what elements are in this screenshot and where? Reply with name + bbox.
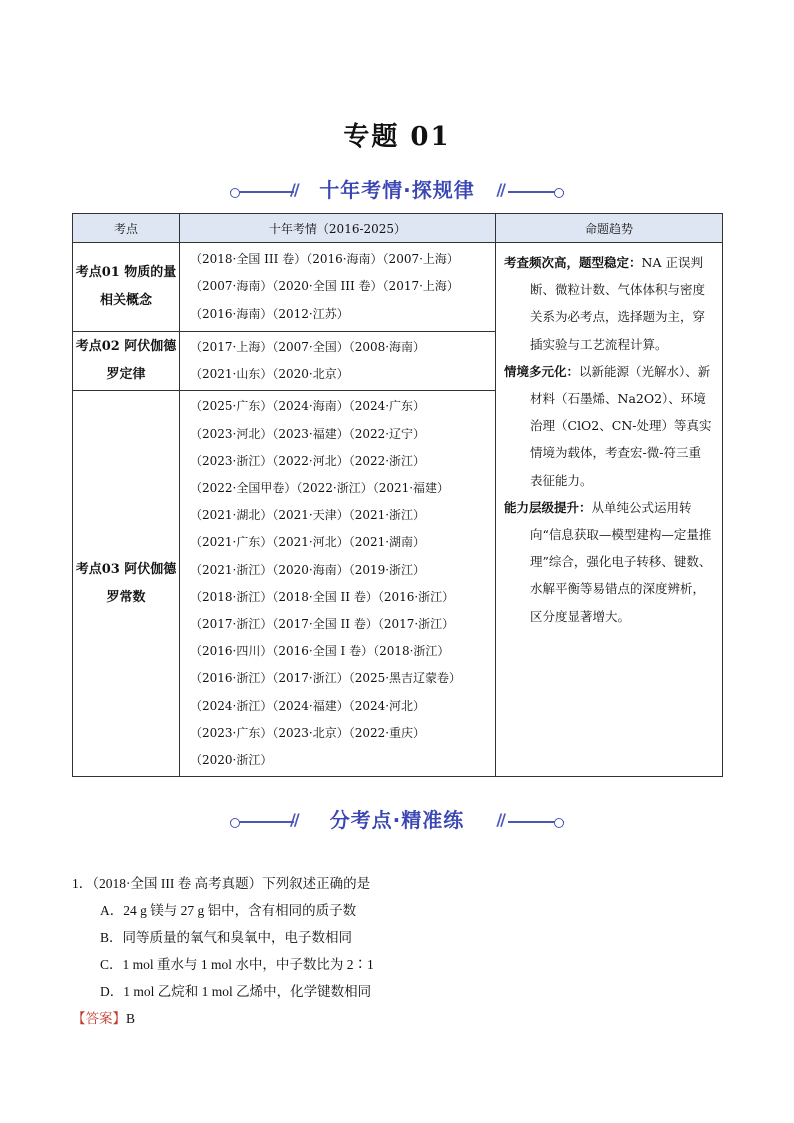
trend-item: 考查频次高，题型稳定：NA 正误判断、微粒计数、气体体积与密度关系为必考点，选择题为主，穿插实验与工艺流程计算。 (504, 255, 706, 352)
section-banner-2 (230, 804, 564, 836)
banner-slash-icon: // (496, 180, 504, 199)
answer-label: 【答案】 (72, 1011, 126, 1026)
answer-value: B (126, 1011, 136, 1026)
table-header-row (73, 214, 723, 243)
trend-item: 情境多元化：以新能源（光解水）、新材料（石墨烯、Na2O2）、环境治理（ClO2、CN-处理）等真实情境为载体，考查宏-微-符三重表征能力。 (504, 363, 712, 488)
header-point: 考点 (73, 214, 180, 243)
banner-text: 十年考情·探规律 (319, 178, 475, 202)
exams-cell: （2025·广东）（2024·海南）（2024·广东） （2023·河北）（2023·福建）（2022·辽宁） （2023·浙江）（2022·河北）（2022·浙江） （2022·全国甲卷）（2022·浙江）（2021·福建） （2021·湖北）（2021·天津）（2021·浙江） （2021·广东）（2021·河北）（2021·湖南） （2021·浙江）（2020·海南）（2019·浙江） （2018·浙江）（2018·全国 II 卷）（2016·浙江） （2017·浙江）（2017·全国 II 卷）（2017·浙江） （2016·四川）（2016·全国 I 卷）（2018·浙江） （2016·浙江）（2017·浙江）（2025·黑吉辽蒙卷） （2024·浙江）（2024·福建）（2024·河北） （2023·广东）（2023·北京）（2022·重庆） （2020·浙江） (180, 391, 496, 777)
section-banner-1 (230, 174, 564, 206)
exams-cell: （2017·上海）（2007·全国）（2008·海南） （2021·山东）（2020·北京） (180, 332, 496, 391)
exams-cell: （2018·全国 III 卷）（2016·海南）（2007·上海） （2007·海南）（2020·全国 III 卷）（2017·上海） （2016·海南）（2012·江苏） (180, 243, 496, 332)
answer-line (72, 1005, 722, 1032)
banner-dot-icon (554, 818, 564, 828)
banner-dot-icon (554, 188, 564, 198)
header-exams: 十年考情（2016-2025） (180, 214, 496, 243)
trend-item: 能力层级提升：从单纯公式运用转向“信息获取—模型建构—定量推理”综合，强化电子转移、键数、水解平衡等易错点的深度辨析，区分度显著增大。 (504, 499, 712, 624)
banner-slash-icon: // (290, 180, 298, 199)
header-trend: 命题趋势 (496, 214, 723, 243)
option-a: A．24 g 镁与 27 g 铝中，含有相同的质子数 (100, 903, 357, 918)
question-stem: 1．（2018·全国 III 卷 高考真题）下列叙述正确的是 (72, 876, 371, 891)
page-title: 专题 01 (343, 122, 451, 152)
banner-text: 分考点·精准练 (329, 808, 465, 832)
banner-slash-icon: // (496, 810, 504, 829)
point-cell: 考点03 阿伏伽德罗常数 (73, 391, 180, 777)
point-cell: 考点01 物质的量相关概念 (73, 243, 180, 332)
table-row (73, 243, 723, 332)
option-c: C．1 mol 重水与 1 mol 水中，中子数比为 2∶1 (100, 957, 374, 972)
point-cell: 考点02 阿伏伽德罗定律 (73, 332, 180, 391)
exam-table (72, 213, 723, 777)
question-1 (72, 870, 722, 1032)
option-d: D．1 mol 乙烷和 1 mol 乙烯中，化学键数相同 (100, 984, 372, 999)
trend-cell (496, 243, 723, 777)
banner-slash-icon: // (290, 810, 298, 829)
option-b: B．同等质量的氧气和臭氧中，电子数相同 (100, 930, 353, 945)
